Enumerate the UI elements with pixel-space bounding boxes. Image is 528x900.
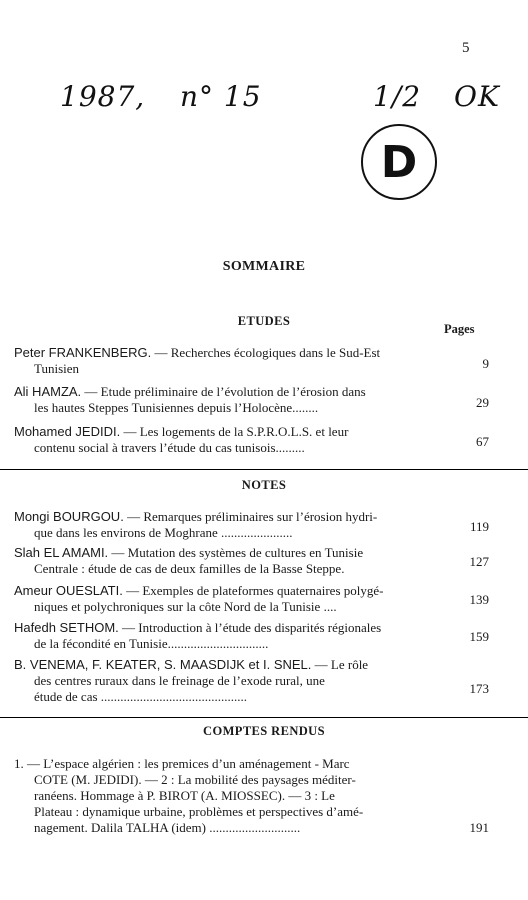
entry-title-cont: des centres ruraux dans le freinage de l’exode rural, une — [34, 673, 325, 688]
entry-page: 191 — [469, 820, 489, 835]
entry-page: 29 — [476, 395, 489, 410]
entry-author: Slah EL AMAMI. — [14, 545, 109, 560]
entry-text-cont: nagement. Dalila TALHA (idem) ............................ — [34, 820, 301, 835]
section-heading-notes: NOTES — [241, 478, 287, 492]
entry-page: 9 — [482, 356, 489, 371]
entry-title-cont: les hautes Steppes Tunisiennes depuis l’Holocène........ — [34, 400, 319, 415]
entry-author: Peter FRANKENBERG. — [14, 345, 152, 360]
entry-page: 119 — [469, 519, 489, 534]
toc-entry — [14, 657, 445, 705]
toc-entry — [14, 756, 445, 836]
entry-page: 173 — [469, 681, 489, 696]
toc-entry — [14, 545, 445, 577]
entry-title: — Les logements de la S.P.R.O.L.S. et leur — [120, 424, 349, 439]
entry-title: — Recherches écologiques dans le Sud-Est — [151, 345, 381, 360]
entry-text-cont: Plateau : dynamique urbaine, problèmes et perspectives d’amé- — [34, 804, 364, 819]
section-divider — [0, 717, 528, 718]
toc-entry — [14, 345, 445, 377]
entry-page: 127 — [469, 554, 489, 569]
entry-author: Hafedh SETHOM. — [14, 620, 119, 635]
toc-entry — [14, 620, 445, 652]
entry-title: — Introduction à l’étude des disparités régionales — [118, 620, 382, 635]
handwritten-issue: n° 15 — [180, 80, 262, 113]
entry-author: Mohamed JEDIDI. — [14, 424, 121, 439]
entry-title: — Remarques préliminaires sur l’érosion hydri- — [123, 509, 378, 524]
entry-title: — Etude préliminaire de l’évolution de l’érosion dans — [81, 384, 366, 399]
page-title: SOMMAIRE — [222, 259, 306, 274]
handwritten-ok: OK — [454, 80, 500, 113]
entry-text: 1. — L’espace algérien : les premices d’un aménagement - Marc — [14, 756, 350, 771]
entry-page: 67 — [476, 434, 489, 449]
entry-author: B. VENEMA, F. KEATER, S. MAASDIJK et I. SNEL. — [14, 657, 312, 672]
entry-title-cont: Tunisien — [34, 361, 80, 376]
entry-author: Mongi BOURGOU. — [14, 509, 124, 524]
handwritten-year: 1987, — [60, 80, 146, 113]
entry-author: Ameur OUESLATI. — [14, 583, 123, 598]
section-divider — [0, 469, 528, 470]
entry-title: — Le rôle — [311, 657, 369, 672]
pages-column-heading: Pages — [444, 322, 475, 336]
entry-title-cont: de la fécondité en Tunisie............................... — [34, 636, 269, 651]
entry-title-cont: Centrale : étude de cas de deux familles de la Basse Steppe. — [34, 561, 345, 576]
entry-title: — Mutation des systèmes de cultures en Tunisie — [108, 545, 364, 560]
circled-letter-stamp: D — [361, 124, 437, 200]
entry-title-cont: étude de cas ............................................. — [34, 689, 248, 704]
page-number: 5 — [462, 40, 470, 56]
toc-entry — [14, 583, 445, 615]
entry-text-cont: ranéens. Hommage à P. BIROT (A. MIOSSEC). — 3 : Le — [34, 788, 335, 803]
toc-entry — [14, 424, 445, 456]
handwritten-fraction: 1/2 — [373, 80, 422, 113]
entry-title-cont: contenu social à travers l’étude du cas tunisois......... — [34, 440, 305, 455]
entry-title-cont: que dans les environs de Moghrane ...................... — [34, 525, 293, 540]
section-heading-comptes-rendus: COMPTES RENDUS — [203, 724, 325, 738]
entry-page: 139 — [469, 592, 489, 607]
section-heading-etudes: ETUDES — [237, 314, 291, 328]
entry-author: Ali HAMZA. — [14, 384, 82, 399]
entry-title: — Exemples de plateformes quaternaires polygé- — [122, 583, 384, 598]
entry-page: 159 — [469, 629, 489, 644]
toc-entry — [14, 509, 445, 541]
entry-title-cont: niques et polychroniques sur la côte Nord de la Tunisie .... — [34, 599, 337, 614]
toc-entry — [14, 384, 445, 416]
entry-text-cont: COTE (M. JEDIDI). — 2 : La mobilité des paysages méditer- — [34, 772, 356, 787]
